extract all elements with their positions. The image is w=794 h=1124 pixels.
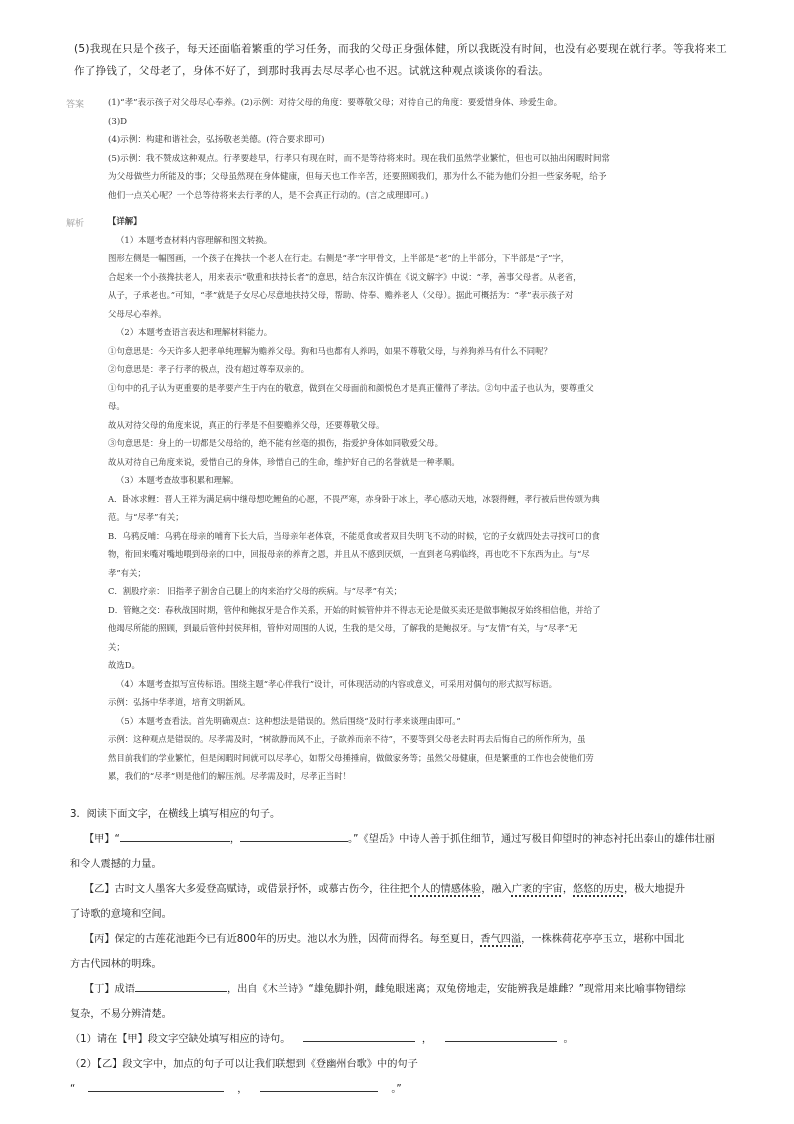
sub-question-text: （1）请在【甲】段文字空缺处填写相应的诗句。 [70, 1034, 291, 1045]
answer-block [108, 94, 728, 205]
analysis-heading: 【详解】 [108, 216, 142, 226]
emphasized-text: 悠悠的历史 [573, 884, 624, 895]
paragraph-ding-cont: 复杂，不易分辨清楚。 [70, 1009, 172, 1020]
analysis-line: 累，我们的“尽孝”则是他们的解压剂。尽孝需及时，尽孝正当时！ [108, 771, 352, 781]
paragraph-text: 【丙】保定的古莲花池距今已有近800年的历史。池以水为胜，因荷而得名。每至夏日， [84, 934, 481, 945]
analysis-line: 合起来一个小孩搀扶老人，用来表示“敬重和扶持长者”的意思，结合东汉许慎在《说文解字》中说：“孝，善事父母者。从老省， [108, 271, 582, 282]
question-5 [74, 38, 734, 82]
paragraph-yi-cont: 了诗歌的意境和空间。 [70, 909, 172, 920]
answer-blank[interactable] [445, 1028, 557, 1042]
analysis-line: D．管鲍之交：春秋战国时期，管仲和鲍叔牙是合作关系，开始的时候管仲并不得志无论是做买卖还是做事鲍叔牙始终相信他，并给了 [108, 604, 601, 615]
paragraph-yi [70, 877, 736, 902]
sub-question-text: 。” [391, 1084, 402, 1095]
analysis-line: 从子，子承老也。”可知，“孝”就是子女尽心尽意地扶持父母，帮助、侍奉、赡养老人（父母）。据此可概括为：“孝”表示孩子对 [108, 290, 574, 300]
answer-blank[interactable] [303, 1028, 415, 1042]
analysis-line: （1）本题考查材料内容理解和图文转换。 [116, 234, 273, 245]
analysis-line: 故从对待父母的角度来说，真正的行孝是不但要赡养父母，还要尊敬父母。 [108, 419, 385, 430]
answer-line: 为父母做些力所能及的事；父母虽然现在身体健康，但每天也工作辛苦，还要照顾我们，那为什么不能为他们分担一些家务呢，给予 [108, 172, 607, 182]
analysis-block [108, 212, 728, 786]
answer-blank[interactable] [260, 1078, 378, 1092]
analysis-line: A．卧冰求鲤：晋人王祥为满足病中继母想吃鲤鱼的心愿，不畏严寒，赤身卧于冰上，孝心感动天地，冰裂得鲤，孝行被后世传颂为典 [108, 493, 600, 504]
paragraph-text: 【甲】“ [84, 834, 120, 845]
sub-question-2: （2）【乙】段文字中，加点的句子可以让我们联想到《登幽州台歌》中的句子 [70, 1059, 418, 1070]
analysis-line: （2）本题考查语言表达和理解材料能力。 [116, 327, 273, 337]
paragraph-jia-cont: 和令人震撼的力量。 [70, 859, 162, 870]
question-5-line: 作了挣钱了，父母老了，身体不好了，到那时我再去尽尽孝心也不迟。试就这种观点谈谈你的看法。 [74, 65, 550, 77]
analysis-line: 孝”有关； [108, 567, 146, 578]
paragraph-text: ，一株株荷花亭亭玉立，堪称中国北 [521, 934, 685, 945]
analysis-line: ②句意思是：孝子行孝的极点，没有超过尊奉双亲的。 [108, 364, 309, 374]
analysis-line: ③句意思是：身上的一切都是父母给的，绝不能有丝毫的损伤，指爱护身体如同敬爱父母。 [108, 438, 443, 448]
analysis-line: 父母尽心奉养。 [108, 308, 167, 319]
analysis-line: 物，衔回来嘴对嘴地喂到母亲的口中，回报母亲的养育之恩，并且从不感到厌烦，一直到老乌鸦临终，再也吃不下东西为止。与“尽 [108, 549, 590, 559]
question-5-line: (5)我现在只是个孩子，每天还面临着繁重的学习任务，而我的父母正身强体健，所以我既没有时间，也没有必要现在就行孝。等我将来工 [74, 43, 727, 55]
sub-question-text: ， [421, 1034, 433, 1045]
answer-blank[interactable] [135, 978, 227, 992]
paragraph-text: 【乙】古时文人墨客大多爱登高赋诗，或借景抒怀，或慕古伤今，往往把 [84, 884, 410, 895]
sub-question-1 [70, 1027, 736, 1052]
analysis-label: 解析 [66, 219, 85, 229]
paragraph-text: ， [562, 884, 573, 895]
analysis-line: （3）本题考查故事积累和理解。 [116, 475, 239, 485]
answer-blank[interactable] [120, 828, 230, 842]
analysis-line: ①句意思是：今天许多人把孝单纯理解为赡养父母。狗和马也都有人养吗，如果不尊敬父母，与养狗养马有什么不同呢？ [108, 345, 552, 356]
paragraph-text: ， [229, 834, 241, 845]
analysis-line: 故选D。 [108, 660, 140, 670]
paragraph-jia [70, 827, 736, 852]
answer-line: (4)示例：构建和谐社会，弘扬敬老美德。(符合要求即可) [108, 135, 325, 145]
question-3-head: 3．阅读下面文字，在横线上填写相应的句子。 [70, 809, 281, 820]
analysis-line: C．割股疗亲： 旧指孝子割舍自己腿上的肉来治疗父母的疾病。与“尽孝”有关； [108, 586, 403, 596]
sub-question-text: 。 [563, 1034, 574, 1045]
answer-label: 答案 [66, 100, 85, 110]
answer-line: (3)D [108, 116, 128, 127]
question-3 [70, 802, 736, 1102]
paragraph-ding [70, 977, 736, 1002]
answer-blank[interactable] [88, 1078, 224, 1092]
paragraph-bing [70, 927, 736, 952]
analysis-line: （4）本题考查拟写宣传标语。围绕主题“孝心伴我行”设计，可体现活动的内容或意义，可采用对偶句的形式拟写标语。 [116, 678, 558, 689]
analysis-line: 关； [108, 641, 125, 652]
analysis-line: 故从对待自己角度来说，爱惜自己的身体，珍惜自己的生命，维护好自己的名誉就是一种孝顺。 [108, 456, 460, 467]
paragraph-text: 。”《望岳》中诗人善于抓住细节，通过写极目仰望时的神态衬托出泰山的雄伟壮丽 [348, 834, 715, 845]
paragraph-bing-cont: 方古代园林的明珠。 [70, 959, 162, 970]
paragraph-text: 【丁】成语 [84, 984, 135, 995]
emphasized-text: 广袤的宇宙 [511, 884, 563, 895]
answer-line: (5)示例：我不赞成这种观点。行孝要趁早，行孝只有现在时，而不是等待将来时。现在我们虽然学业繁忙，但也可以抽出闲暇时间常 [108, 153, 611, 164]
analysis-line: （5）本题考查看法。首先明确观点：这种想法是错误的。然后围绕“及时行孝来谈理由即可。” [116, 715, 461, 726]
analysis-line: 示例：这种观点是错误的。尽孝需及时，“树欲静而风不止，子欲养而亲不待”，不要等到父母老去时再去后悔自己的所作所为，虽 [108, 734, 586, 744]
emphasized-text: 香气四溢 [480, 934, 522, 945]
paragraph-text: ，极大地提升 [623, 884, 686, 895]
paragraph-text: ，融入 [481, 884, 512, 895]
analysis-line: 然目前我们的学业繁忙，但是闲暇时间就可以尽孝心，如帮父母捶捶肩，做做家务等；虽然父母健康，但是繁重的工作也会使他们劳 [108, 752, 594, 763]
analysis-line: ①句中的孔子认为更重要的是孝要产生于内在的敬意，做到在父母面前和颜悦色才是真正懂得了孝法。②句中孟子也认为，要尊重父 [108, 382, 594, 393]
answer-line: 他们一点关心呢？一个总等待将来去行孝的人，是不会真正行动的。(言之成理即可。) [108, 190, 429, 201]
analysis-line: 母。 [108, 401, 125, 411]
analysis-line: B．乌鸦反哺：乌鸦在母亲的哺育下长大后，当母亲年老体衰，不能觅食或者双目失明飞不动的时候，它的子女就四处去寻找可口的食 [108, 530, 600, 541]
sub-question-2-blanks [70, 1077, 736, 1102]
sub-question-text: “ [70, 1084, 76, 1095]
paragraph-text: ，出自《木兰诗》“雄兔脚扑朔，雌兔眼迷离；双兔傍地走，安能辨我是雄雌？”现常用来比喻事物错综 [226, 984, 686, 995]
analysis-line: 范。与“尽孝”有关； [108, 512, 184, 522]
analysis-line: 示例：弘扬中华孝道，培育文明新风。 [108, 697, 251, 707]
answer-blank[interactable] [240, 828, 348, 842]
sub-question-text: ， [237, 1084, 248, 1095]
answer-line: (1)“孝”表示孩子对父母尽心奉养。(2)示例：对待父母的角度：要尊敬父母；对待自己的角度：要爱惜身体、珍爱生命。 [108, 98, 563, 108]
analysis-line: 他竭尽所能的照顾，到最后管仲封侯拜相，管仲对周围的人说，生我的是父母，了解我的是鲍叔牙。与“友情”有关，与“尽孝”无 [108, 623, 578, 633]
analysis-line: 图形左侧是一幅图画，一个孩子在搀扶一个老人在行走。右侧是“孝”字甲骨文，上半部是“老”的上半部分，下半部是“子”字， [108, 253, 570, 263]
emphasized-text: 个人的情感体验 [410, 884, 482, 895]
